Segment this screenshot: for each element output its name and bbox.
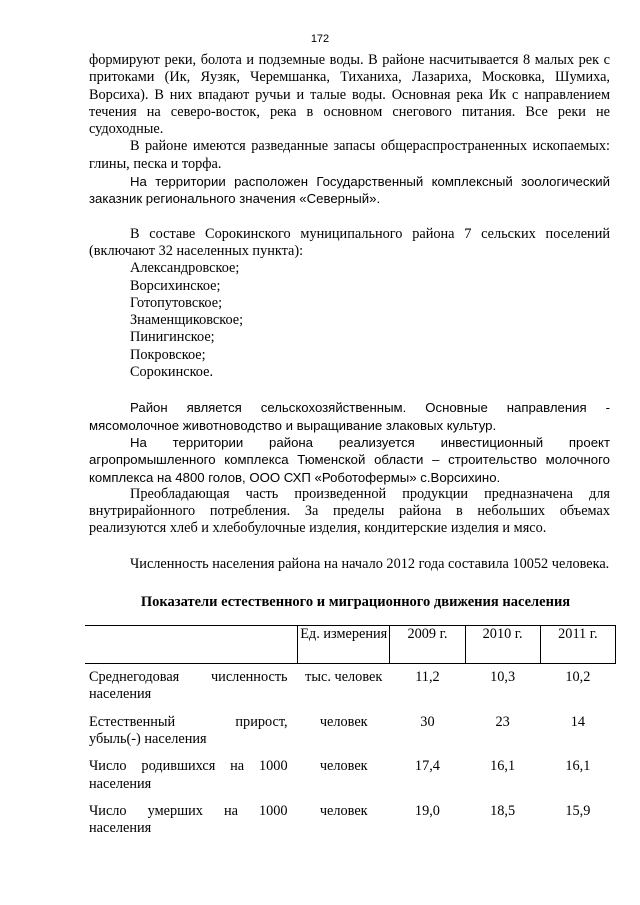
list-item: Пинигинское; <box>130 329 215 346</box>
population-table <box>85 625 616 842</box>
paragraph-rivers: формируют реки, болота и подземные воды. В районе насчитывается 8 малых рек с притоками (Ик, Яузяк, Черемшанка, Тиханиха, Лазариха, Московка, Шумиха, Ворсиха). В них впадают ручьи и талые воды. Основная река Ик с направлением течения на северо-восток, река в основном снегового питания. Все реки не судоходные. <box>89 52 610 138</box>
row-value-2009: 17,4 <box>414 758 440 775</box>
table-header-unit: Ед. измерения <box>298 626 390 664</box>
list-item: Александровское; <box>130 260 240 277</box>
row-label: Число умерших на 1000 населения <box>89 802 288 837</box>
row-unit: тыс. человек <box>305 669 383 686</box>
row-value-2010: 10,3 <box>490 669 516 686</box>
table-row <box>85 664 616 709</box>
table-title: Показатели естественного и миграционного движения населения <box>140 594 571 611</box>
table-row <box>85 753 616 798</box>
row-unit: человек <box>319 713 368 730</box>
row-value-2011: 16,1 <box>565 758 591 775</box>
row-label: Число родившихся на 1000 населения <box>89 758 288 792</box>
row-value-2009: 30 <box>420 713 435 730</box>
list-item: Сорокинское. <box>130 364 214 381</box>
settlements-list <box>89 260 610 381</box>
row-value-2011: 15,9 <box>565 802 591 819</box>
row-value-2010: 16,1 <box>490 758 516 775</box>
paragraph-reserve: На территории расположен Государственный комплексный зоологический заказник регионального значения «Северный». <box>89 174 610 207</box>
row-value-2010: 18,5 <box>490 802 516 819</box>
document-body <box>89 52 610 842</box>
table-header-empty <box>85 626 298 664</box>
paragraph-population: Численность населения района на начало 2012 года составила 10052 человека. <box>130 555 610 572</box>
list-item: Знаменщиковское; <box>130 312 244 329</box>
row-unit: человек <box>319 758 368 775</box>
table-header-2009: 2009 г. <box>390 626 465 664</box>
list-item: Покровское; <box>130 346 206 363</box>
table-header-2010: 2010 г. <box>465 626 540 664</box>
row-value-2011: 10,2 <box>565 669 591 686</box>
table-row <box>85 798 616 843</box>
row-label: Естественный прирост, убыль(-) населения <box>89 713 288 747</box>
row-value-2009: 19,0 <box>414 802 440 819</box>
list-item: Ворсихинское; <box>130 277 221 294</box>
table-header-row <box>85 626 616 664</box>
paragraph-minerals: В районе имеются разведанные запасы общераспространенных ископаемых: глины, песка и торфа. <box>89 138 610 172</box>
paragraph-agriculture: Район является сельскохозяйственным. Основные направления - мясомолочное животноводство и выращивание злаковых культур. <box>89 400 610 433</box>
row-value-2011: 14 <box>570 713 586 730</box>
paragraph-settlements-intro: В составе Сорокинского муниципального района 7 сельских поселений (включают 32 населенных пункта): <box>89 225 610 259</box>
paragraph-investment: На территории района реализуется инвестиционный проект агропромышленного комплекса Тюменской области – строительство молочного комплекса на 4800 голов, ООО СХП «Роботофермы» с.Ворсихино. <box>89 434 610 485</box>
table-row <box>85 709 616 754</box>
list-item: Готопутовское; <box>130 294 223 311</box>
paragraph-production: Преобладающая часть произведенной продукции предназначена для внутрирайонного потребления. За пределы района в небольших объемах реализуются хлеб и хлебобулочные изделия, кондитерские изделия и мясо. <box>89 485 610 537</box>
page-number: 172 <box>310 33 330 45</box>
table-header-2011: 2011 г. <box>540 626 615 664</box>
row-value-2009: 11,2 <box>415 669 440 686</box>
row-value-2010: 23 <box>495 713 510 730</box>
row-unit: человек <box>319 802 368 819</box>
row-label: Среднегодовая численность населения <box>89 669 288 703</box>
